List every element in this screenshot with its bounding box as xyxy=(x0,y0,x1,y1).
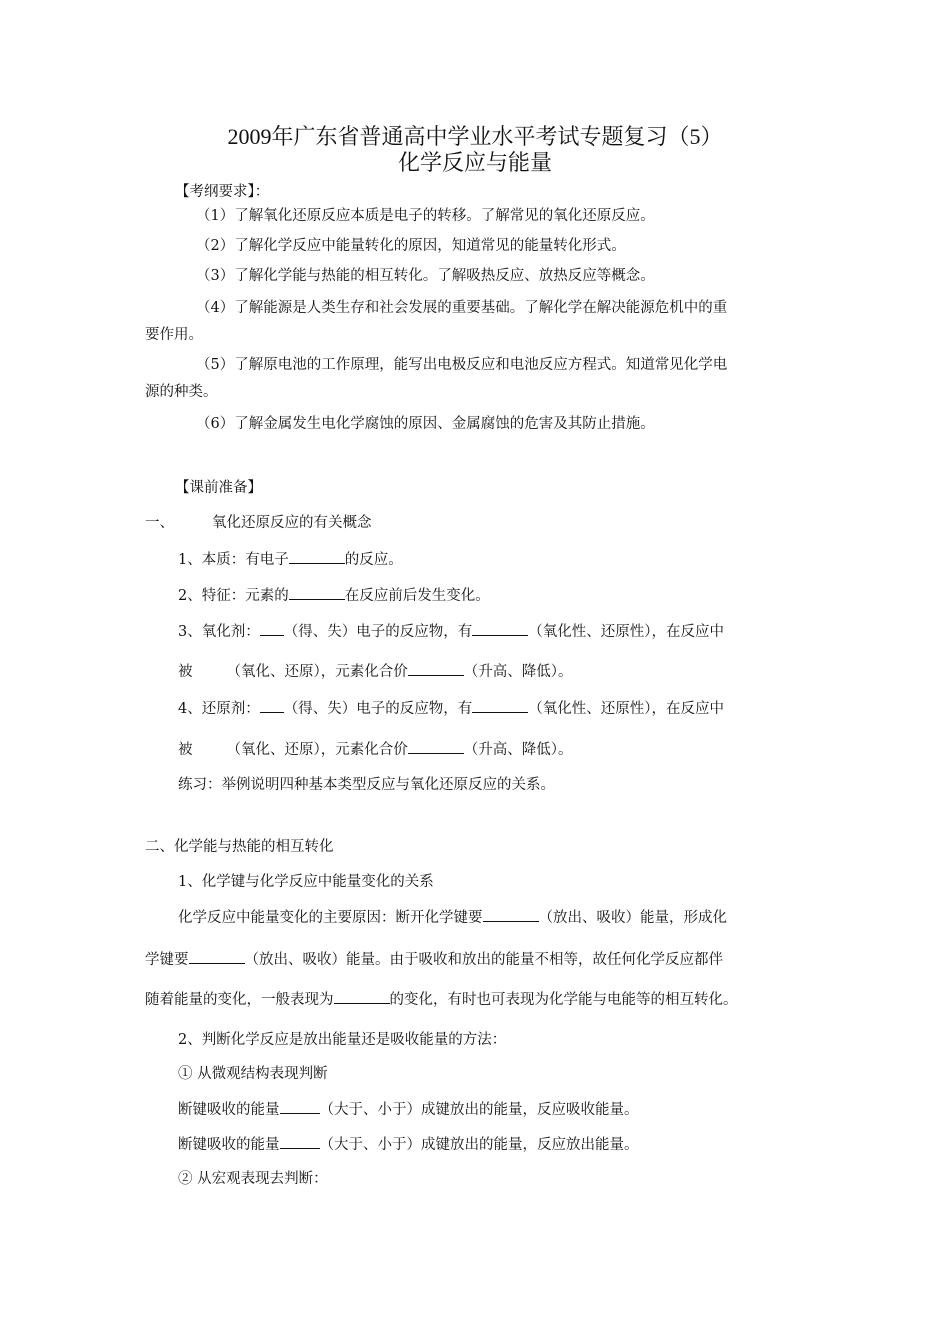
answer-blank[interactable] xyxy=(334,989,390,1004)
section-1-number: 一、 xyxy=(145,515,174,531)
requirement-1: （1）了解氧化还原反应本质是电子的转移。了解常见的氧化还原反应。 xyxy=(196,208,655,224)
answer-blank[interactable] xyxy=(260,698,284,713)
answer-blank[interactable] xyxy=(472,621,528,636)
requirement-3: （3）了解化学能与热能的相互转化。了解吸热反应、放热反应等概念。 xyxy=(196,268,655,284)
criterion-1-heading: ① 从微观结构表现判断 xyxy=(178,1066,328,1082)
preparation-heading: 【课前准备】 xyxy=(175,480,262,496)
answer-blank[interactable] xyxy=(408,739,464,754)
question-1-2: 2、特征：元素的 在反应前后发生变化。 xyxy=(178,585,490,606)
exercise-1: 练习：举例说明四种基本类型反应与氧化还原反应的关系。 xyxy=(178,777,555,793)
question-1-1: 1、本质：有电子 的反应。 xyxy=(178,549,403,570)
requirement-5-line2: 源的种类。 xyxy=(145,384,218,400)
question-1-3-line1: 3、氧化剂： （得、失）电子的反应物，有 （氧化性、还原性），在反应中 xyxy=(178,621,724,642)
answer-blank[interactable] xyxy=(280,1099,320,1114)
criterion-2-heading: ② 从宏观表现去判断： xyxy=(178,1171,328,1187)
requirement-2: （2）了解化学反应中能量转化的原因，知道常见的能量转化形式。 xyxy=(196,238,626,254)
answer-blank[interactable] xyxy=(408,661,464,676)
section-2-paragraph-line3: 随着能量的变化，一般表现为 的变化，有时也可表现为化学能与电能等的相互转化。 xyxy=(145,989,738,1010)
requirement-4-line1: （4）了解能源是人类生存和社会发展的重要基础。了解化学在解决能源危机中的重 xyxy=(196,300,728,316)
answer-blank[interactable] xyxy=(289,549,345,564)
section-2-paragraph-line1: 化学反应中能量变化的主要原因：断开化学键要 （放出、吸收）能量，形成化 xyxy=(178,907,727,928)
requirement-4-line2: 要作用。 xyxy=(145,327,203,343)
answer-blank[interactable] xyxy=(189,949,245,964)
section-2-2: 2、判断化学反应是放出能量还是吸收能量的方法： xyxy=(178,1032,507,1048)
requirement-5-line1: （5）了解原电池的工作原理，能写出电极反应和电池反应方程式。知道常见化学电 xyxy=(196,357,728,373)
requirements-heading: 【考纲要求】： xyxy=(175,184,270,200)
document-title: 2009年广东省普通高中学业水平考试专题复习（5） xyxy=(227,124,723,149)
question-1-4-line2: 被 （氧化、还原），元素化合价 （升高、降低）。 xyxy=(178,739,573,760)
requirement-6: （6）了解金属发生电化学腐蚀的原因、金属腐蚀的危害及其防止措施。 xyxy=(196,416,655,432)
criterion-1-line2: 断键吸收的能量 （大于、小于）成键放出的能量，反应放出能量。 xyxy=(178,1134,639,1155)
document-subtitle: 化学反应与能量 xyxy=(397,150,552,175)
answer-blank[interactable] xyxy=(472,698,528,713)
section-2-paragraph-line2: 学键要 （放出、吸收）能量。由于吸收和放出的能量不相等，故任何化学反应都伴 xyxy=(145,949,723,970)
answer-blank[interactable] xyxy=(483,907,539,922)
answer-blank[interactable] xyxy=(260,621,284,636)
answer-blank[interactable] xyxy=(280,1134,320,1149)
question-1-4-line1: 4、还原剂： （得、失）电子的反应物，有 （氧化性、还原性），在反应中 xyxy=(178,698,724,719)
question-1-3-line2: 被 （氧化、还原），元素化合价 （升高、降低）。 xyxy=(178,661,573,682)
criterion-1-line1: 断键吸收的能量 （大于、小于）成键放出的能量，反应吸收能量。 xyxy=(178,1099,639,1120)
section-1-title: 氧化还原反应的有关概念 xyxy=(212,515,372,531)
section-2-title: 二、化学能与热能的相互转化 xyxy=(145,839,334,855)
answer-blank[interactable] xyxy=(289,585,345,600)
section-2-1: 1、化学键与化学反应中能量变化的关系 xyxy=(178,874,434,890)
